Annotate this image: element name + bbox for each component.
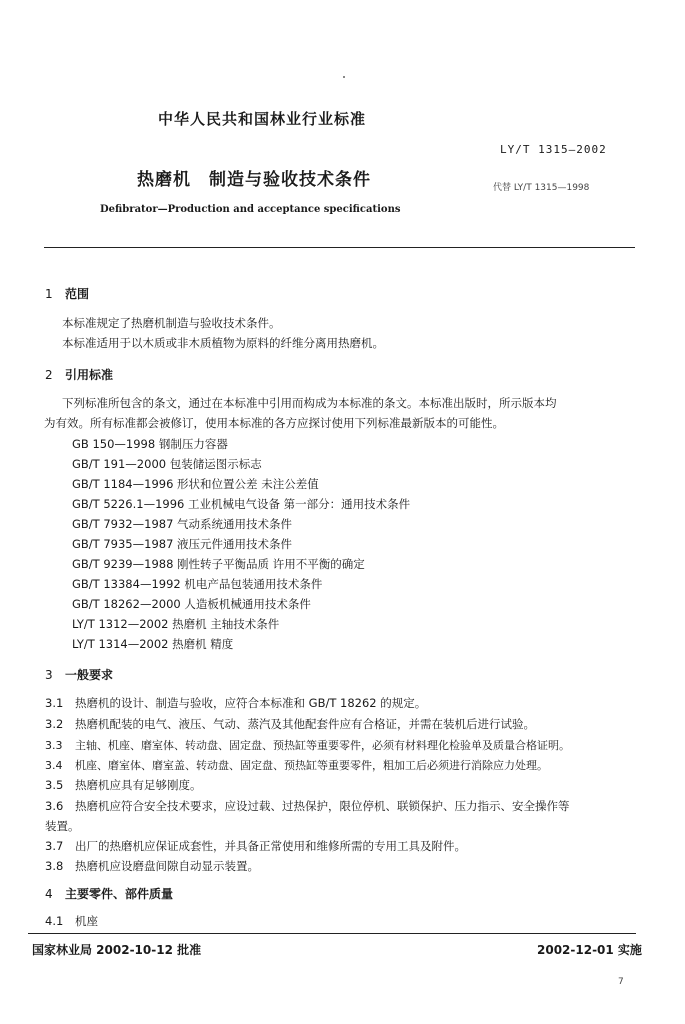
section-number: 1: [45, 287, 53, 301]
implementation-date: 2002-12-01 实施: [537, 943, 642, 957]
clause-item: [45, 838, 466, 854]
clause-item: [45, 798, 570, 814]
page-number: 7: [618, 977, 624, 987]
section-1-heading: [45, 285, 89, 302]
reference-item: GB/T 5226.1—1996 工业机械电气设备 第一部分：通用技术条件: [72, 497, 411, 511]
clause-number: 3.7: [45, 839, 64, 853]
title-part-1: 热磨机: [137, 170, 191, 190]
section-title: 一般要求: [65, 668, 114, 682]
section-2-heading: [45, 366, 113, 383]
reference-item: LY/T 1314—2002 热磨机 精度: [72, 637, 234, 651]
paragraph: 下列标准所包含的条文，通过在本标准中引用而构成为本标准的条文。本标准出版时，所示版本均: [62, 396, 557, 410]
section-number: 4: [45, 887, 53, 901]
section-3-heading: [45, 666, 113, 683]
clause-item: [45, 757, 548, 773]
clause-item: [45, 737, 570, 753]
section-title: 引用标准: [65, 368, 114, 382]
english-title: Defibrator—Production and acceptance specifications: [100, 204, 401, 215]
approval-date: 国家林业局 2002-10-12 批准: [32, 943, 202, 957]
clause-item: [45, 913, 98, 929]
clause-text: 机座: [75, 914, 98, 928]
clause-text: 机座、磨室体、磨室盖、转动盘、固定盘、预热缸等重要零件，粗加工后必须进行消除应力处理。: [75, 759, 548, 772]
clause-number: 3.5: [45, 778, 64, 792]
clause-item: [45, 695, 426, 711]
clause-number: 3.2: [45, 717, 64, 731]
reference-item: GB/T 191—2000 包装储运图示标志: [72, 457, 262, 471]
section-4-heading: [45, 885, 173, 902]
reference-item: GB 150—1998 钢制压力容器: [72, 437, 228, 451]
section-title: 范围: [65, 287, 90, 301]
paragraph: 本标准适用于以木质或非木质植物为原料的纤维分离用热磨机。: [62, 336, 384, 350]
section-number: 3: [45, 668, 53, 682]
reference-item: GB/T 9239—1988 刚性转子平衡品质 许用不平衡的确定: [72, 557, 365, 571]
clause-text: 热磨机应具有足够刚度。: [75, 778, 202, 792]
clause-item: [45, 716, 535, 732]
clause-text: 热磨机配装的电气、液压、气动、蒸汽及其他配套件应有合格证，并需在装机后进行试验。: [75, 717, 535, 731]
clause-number: 3.6: [45, 799, 64, 813]
clause-text: 出厂的热磨机应保证成套性，并具备正常使用和维修所需的专用工具及附件。: [75, 839, 466, 853]
clause-number: 3.4: [45, 759, 63, 772]
clause-item: [45, 777, 202, 793]
clause-number: 4.1: [45, 914, 64, 928]
reference-item: GB/T 7932—1987 气动系统通用技术条件: [72, 517, 293, 531]
clause-number: 3.1: [45, 696, 64, 710]
reference-item: GB/T 1184—1996 形状和位置公差 未注公差值: [72, 477, 319, 491]
section-number: 2: [45, 368, 53, 382]
reference-item: GB/T 18262—2000 人造板机械通用技术条件: [72, 597, 311, 611]
issuing-organization: 中华人民共和国林业行业标准: [158, 110, 367, 128]
reference-item: GB/T 13384—1992 机电产品包装通用技术条件: [72, 577, 323, 591]
title-part-2: 制造与验收技术条件: [209, 170, 371, 190]
document-title: [137, 165, 371, 190]
clause-text: 热磨机应设磨盘间隙自动显示装置。: [75, 859, 259, 873]
clause-number: 3.3: [45, 739, 63, 752]
paragraph: 本标准规定了热磨机制造与验收技术条件。: [62, 316, 281, 330]
reference-item: LY/T 1312—2002 热磨机 主轴技术条件: [72, 617, 280, 631]
clause-continuation: [45, 818, 80, 834]
standard-code: LY/T 1315—2002: [500, 143, 607, 156]
clause-number: 3.8: [45, 859, 64, 873]
clause-item: [45, 858, 259, 874]
clause-text: 热磨机应符合安全技术要求，应设过载、过热保护，限位停机、联锁保护、压力指示、安全操作等: [75, 799, 570, 813]
clause-text: 主轴、机座、磨室体、转动盘、固定盘、预热缸等重要零件，必须有材料理化检验单及质量合格证明。: [75, 739, 570, 752]
replaces-note: 代替 LY/T 1315—1998: [493, 183, 590, 193]
header-divider: [44, 247, 635, 248]
reference-item: GB/T 7935—1987 液压元件通用技术条件: [72, 537, 293, 551]
scan-speck: [343, 76, 345, 78]
section-title: 主要零件、部件质量: [65, 887, 174, 901]
paragraph: 为有效。所有标准都会被修订，使用本标准的各方应探讨使用下列标准最新版本的可能性。: [44, 416, 504, 430]
clause-text: 热磨机的设计、制造与验收，应符合本标准和 GB/T 18262 的规定。: [75, 696, 427, 710]
clause-text: 装置。: [45, 819, 80, 833]
footer-divider: [28, 933, 636, 934]
